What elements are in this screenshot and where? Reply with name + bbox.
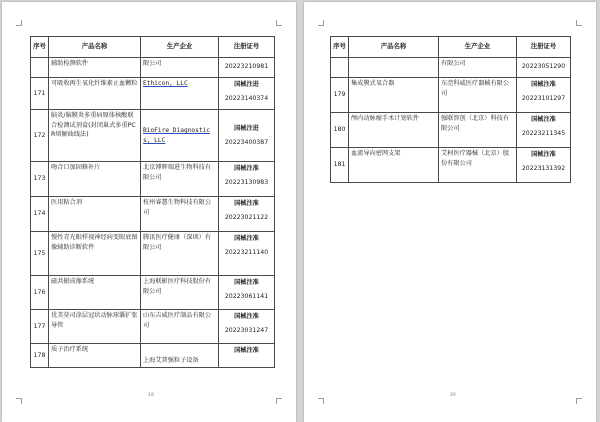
cert-type: 国械注准 bbox=[234, 279, 259, 286]
table-row bbox=[31, 78, 275, 110]
table-row bbox=[31, 162, 275, 197]
row-no: 173 bbox=[31, 162, 49, 197]
company-name: 限公司 bbox=[141, 58, 219, 78]
cert-number: 20223211140 bbox=[224, 248, 269, 256]
row-no: 181 bbox=[331, 148, 349, 183]
company-name: 腾讯医疗健康（深圳）有限公司 bbox=[141, 232, 219, 276]
company-name-text: Ethicon, LLC bbox=[143, 80, 188, 87]
product-name: 集成膜式氧合器 bbox=[349, 78, 439, 113]
margin-mark-top-left bbox=[16, 20, 22, 26]
cert-number: 20223211345 bbox=[521, 129, 566, 137]
row-no: 178 bbox=[31, 344, 49, 368]
product-name bbox=[349, 58, 439, 78]
header-company: 生产企业 bbox=[439, 37, 517, 58]
margin-mark-top-right bbox=[276, 20, 282, 26]
table-row bbox=[31, 310, 275, 344]
cert-type: 国械注进 bbox=[234, 81, 259, 88]
margin-mark-top-right bbox=[576, 20, 582, 26]
cert-number: 20223210981 bbox=[224, 63, 269, 70]
table-row bbox=[31, 197, 275, 232]
cert-cell bbox=[219, 162, 275, 197]
row-no: 180 bbox=[331, 113, 349, 148]
cert-cell bbox=[517, 58, 571, 78]
row-no: 177 bbox=[31, 310, 49, 344]
cert-type: 国械注准 bbox=[531, 81, 556, 88]
product-name: 脑炎/脑膜炎多重病原体核酸联合检测试剂盒(封闭巢式多重PCR熔解曲线法) bbox=[49, 110, 141, 162]
document-page-left bbox=[2, 2, 296, 422]
cert-type: 国械注准 bbox=[234, 313, 259, 320]
margin-mark-bottom-left bbox=[16, 398, 22, 404]
company-name: 上海艾普强粒子设备 bbox=[141, 344, 219, 368]
cert-cell bbox=[517, 78, 571, 113]
cert-cell bbox=[517, 148, 571, 183]
row-no: 171 bbox=[31, 78, 49, 110]
product-name: 可吸收再生氧化纤维素止血颗粒 bbox=[49, 78, 141, 110]
product-table bbox=[30, 36, 275, 368]
table-row bbox=[331, 113, 571, 148]
cert-type: 国械注准 bbox=[234, 200, 259, 207]
page-number: 19 bbox=[148, 393, 154, 398]
product-name: 医用粘合剂 bbox=[49, 197, 141, 232]
table-header-row bbox=[331, 37, 571, 58]
cert-cell bbox=[219, 78, 275, 110]
table-row bbox=[331, 78, 571, 113]
header-no: 序号 bbox=[31, 37, 49, 58]
header-company: 生产企业 bbox=[141, 37, 219, 58]
row-no: 179 bbox=[331, 78, 349, 113]
company-name: 东莞科威医疗器械有限公司 bbox=[439, 78, 517, 113]
table-row bbox=[31, 58, 275, 78]
header-product-name: 产品名称 bbox=[49, 37, 141, 58]
product-name: 吻合口加固修补片 bbox=[49, 162, 141, 197]
company-name: 山东吉威医疗制品有限公司 bbox=[141, 310, 219, 344]
table-row bbox=[331, 58, 571, 78]
document-page-right bbox=[304, 2, 596, 422]
margin-mark-bottom-right bbox=[576, 398, 582, 404]
cert-cell bbox=[219, 310, 275, 344]
cert-number: 20223051290 bbox=[521, 63, 566, 70]
company-name: 杭州睿慧生物科技有限公司 bbox=[141, 197, 219, 232]
company-name: 强联智创（北京）科技有限公司 bbox=[439, 113, 517, 148]
company-name bbox=[141, 110, 219, 162]
table-row bbox=[331, 148, 571, 183]
company-name: 北京博辉瑞进生物科技有限公司 bbox=[141, 162, 219, 197]
table-row bbox=[31, 276, 275, 310]
cert-type: 国械注准 bbox=[234, 235, 259, 242]
company-name: 上海联影医疗科技股份有限公司 bbox=[141, 276, 219, 310]
cert-number: 20223400387 bbox=[224, 139, 269, 146]
cert-type: 国械注准 bbox=[234, 347, 259, 354]
cert-number: 20223140374 bbox=[224, 94, 269, 102]
cert-type: 国械注准 bbox=[531, 151, 556, 158]
cert-number: 20223061141 bbox=[224, 292, 269, 300]
product-name: 颅内动脉瘤手术计划软件 bbox=[349, 113, 439, 148]
cert-cell bbox=[219, 110, 275, 162]
margin-mark-bottom-right bbox=[276, 398, 282, 404]
company-name: 艾柯医疗器械（北京）股份有限公司 bbox=[439, 148, 517, 183]
product-name: 质子治疗系统 bbox=[49, 344, 141, 368]
table-row bbox=[31, 344, 275, 368]
header-product-name: 产品名称 bbox=[349, 37, 439, 58]
cert-number: 20223131392 bbox=[521, 164, 566, 172]
company-name bbox=[141, 78, 219, 110]
product-name: 磁共振成像系统 bbox=[49, 276, 141, 310]
margin-mark-bottom-left bbox=[318, 398, 324, 404]
row-no: 172 bbox=[31, 110, 49, 162]
cert-number: 20223101297 bbox=[521, 94, 566, 102]
product-name: 辅助检测软件 bbox=[49, 58, 141, 78]
cert-cell bbox=[219, 344, 275, 368]
margin-mark-top-left bbox=[318, 20, 324, 26]
cert-cell bbox=[219, 58, 275, 78]
cert-number: 20223031247 bbox=[224, 326, 269, 334]
table-header-row bbox=[31, 37, 275, 58]
cert-cell bbox=[219, 276, 275, 310]
product-name: 血流导向密网支架 bbox=[349, 148, 439, 183]
table-row bbox=[31, 110, 275, 162]
product-table bbox=[330, 36, 571, 183]
product-name: 慢性青光眼样视神经病变眼底图像辅助诊断软件 bbox=[49, 232, 141, 276]
cert-type: 国械注准 bbox=[531, 116, 556, 123]
header-no: 序号 bbox=[331, 37, 349, 58]
row-no bbox=[331, 58, 349, 78]
cert-type: 国械注进 bbox=[234, 125, 259, 133]
cert-cell bbox=[219, 197, 275, 232]
product-name: 优美莫司涂层冠状动脉球囊扩张导管 bbox=[49, 310, 141, 344]
table-row bbox=[31, 232, 275, 276]
row-no: 175 bbox=[31, 232, 49, 276]
cert-type: 国械注准 bbox=[234, 165, 259, 172]
row-no bbox=[31, 58, 49, 78]
header-cert: 注册证号 bbox=[517, 37, 571, 58]
cert-cell bbox=[219, 232, 275, 276]
row-no: 176 bbox=[31, 276, 49, 310]
page-number: 20 bbox=[450, 393, 456, 398]
cert-number: 20223130983 bbox=[224, 178, 269, 186]
row-no: 174 bbox=[31, 197, 49, 232]
cert-number: 20223021122 bbox=[224, 213, 269, 221]
cert-cell bbox=[517, 113, 571, 148]
header-cert: 注册证号 bbox=[219, 37, 275, 58]
company-name: 有限公司 bbox=[439, 58, 517, 78]
company-name-text: BioFire Diagnostics, LLC bbox=[143, 126, 211, 144]
